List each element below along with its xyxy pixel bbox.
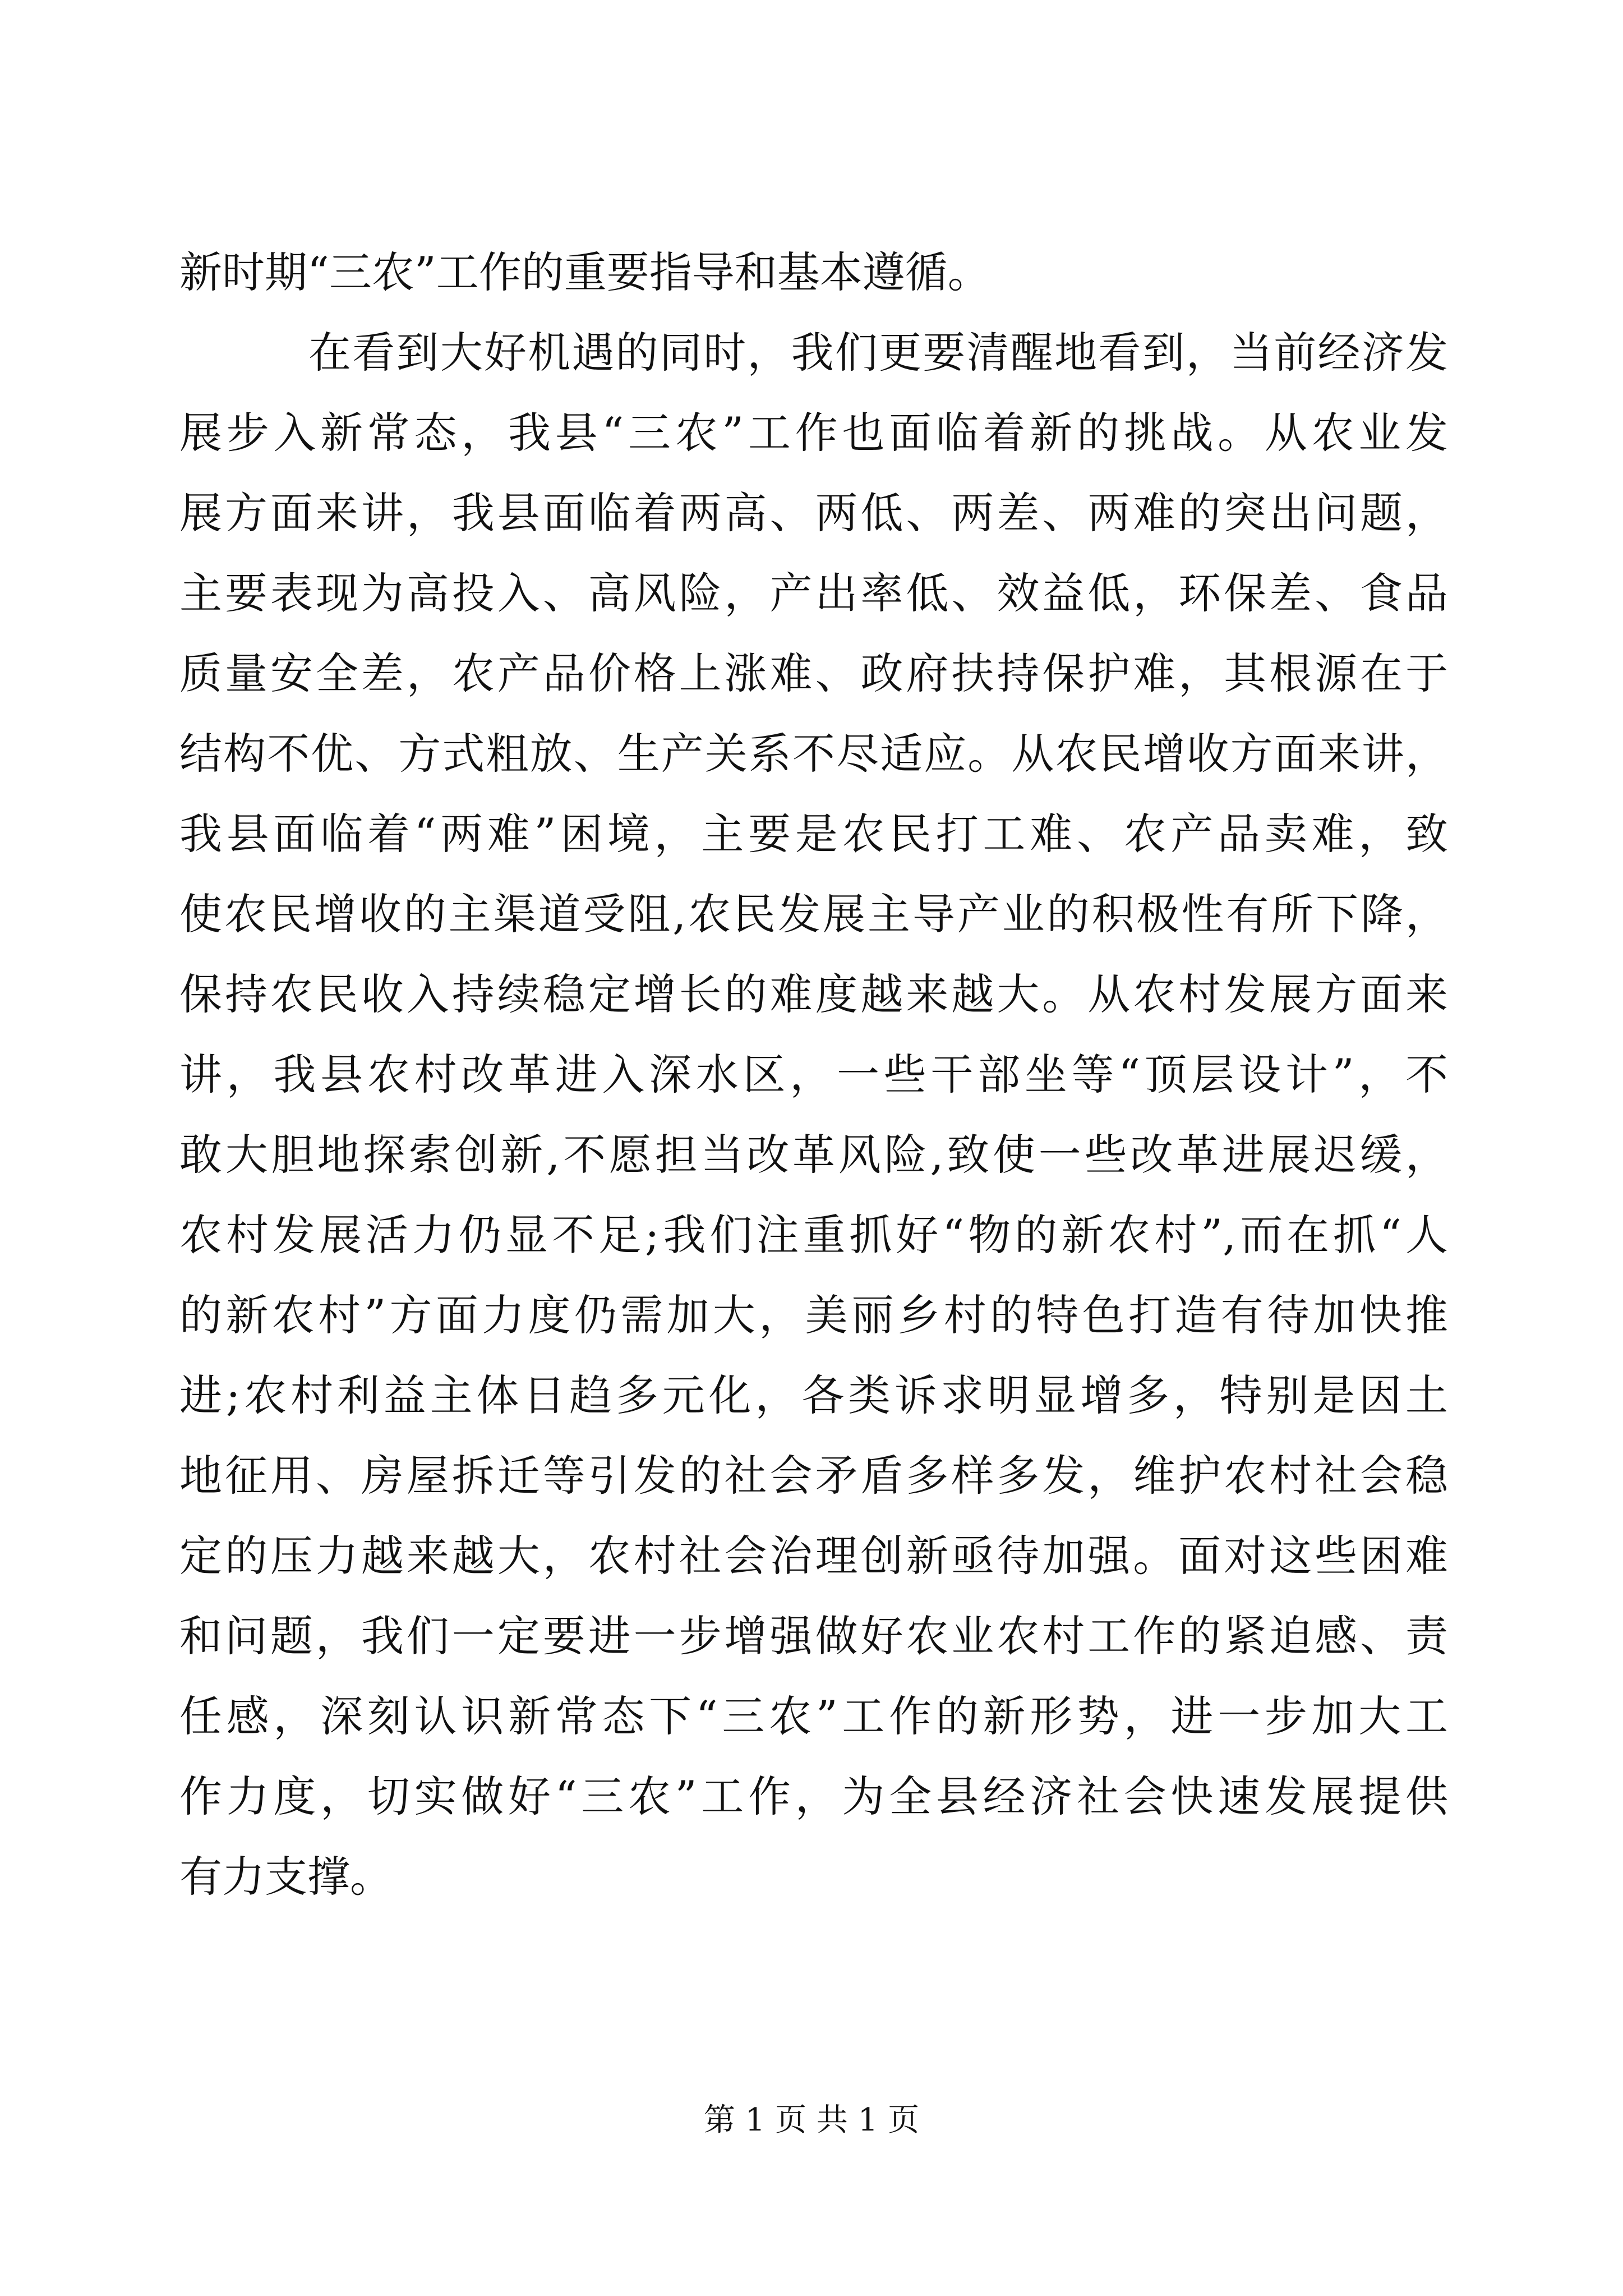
page-number-footer: 第 1 页 共 1 页 (703, 2102, 920, 2138)
text-line: 和问题，我们一定要进一步增强做好农业农村工作的紧迫感、责 (179, 1611, 1448, 1661)
text-line: 敢大胆地探索创新,不愿担当改革风险,致使一些改革进展迟缓， (179, 1130, 1448, 1180)
document-body (179, 232, 1448, 1917)
text-line: 有力支撑。 (179, 1852, 393, 1902)
text-line: 主要表现为高投入、高风险，产出率低、效益低，环保差、食品 (179, 568, 1448, 618)
text-line: 定的压力越来越大，农村社会治理创新亟待加强。面对这些困难 (179, 1531, 1448, 1581)
text-line: 新时期“三农”工作的重要指导和基本遵循。 (179, 247, 990, 297)
text-line: 的新农村”方面力度仍需加大，美丽乡村的特色打造有待加快推 (179, 1290, 1448, 1340)
text-line: 讲，我县农村改革进入深水区，一些干部坐等“顶层设计”，不 (179, 1050, 1448, 1099)
text-line: 进;农村利益主体日趋多元化，各类诉求明显增多，特别是因土 (179, 1370, 1448, 1420)
text-line: 保持农民收入持续稳定增长的难度越来越大。从农村发展方面来 (179, 969, 1448, 1019)
text-line: 结构不优、方式粗放、生产关系不尽适应。从农民增收方面来讲， (179, 729, 1448, 779)
text-line: 地征用、房屋拆迁等引发的社会矛盾多样多发，维护农村社会稳 (179, 1451, 1448, 1501)
text-line: 农村发展活力仍显不足;我们注重抓好“物的新农村”,而在抓“人 (179, 1210, 1448, 1260)
text-line: 作力度，切实做好“三农”工作，为全县经济社会快速发展提供 (179, 1772, 1448, 1821)
text-line: 展方面来讲，我县面临着两高、两低、两差、两难的突出问题， (179, 488, 1448, 538)
paragraph-first-line: 在看到大好机遇的同时，我们更要清醒地看到，当前经济发 (308, 328, 1448, 378)
text-line: 质量安全差，农产品价格上涨难、政府扶持保护难，其根源在于 (179, 648, 1448, 698)
text-line: 展步入新常态，我县“三农”工作也面临着新的挑战。从农业发 (179, 408, 1448, 458)
text-line: 任感，深刻认识新常态下“三农”工作的新形势，进一步加大工 (179, 1691, 1448, 1741)
text-line: 我县面临着“两难”困境，主要是农民打工难、农产品卖难，致 (179, 809, 1448, 859)
text-line: 使农民增收的主渠道受阻,农民发展主导产业的积极性有所下降， (179, 889, 1448, 939)
